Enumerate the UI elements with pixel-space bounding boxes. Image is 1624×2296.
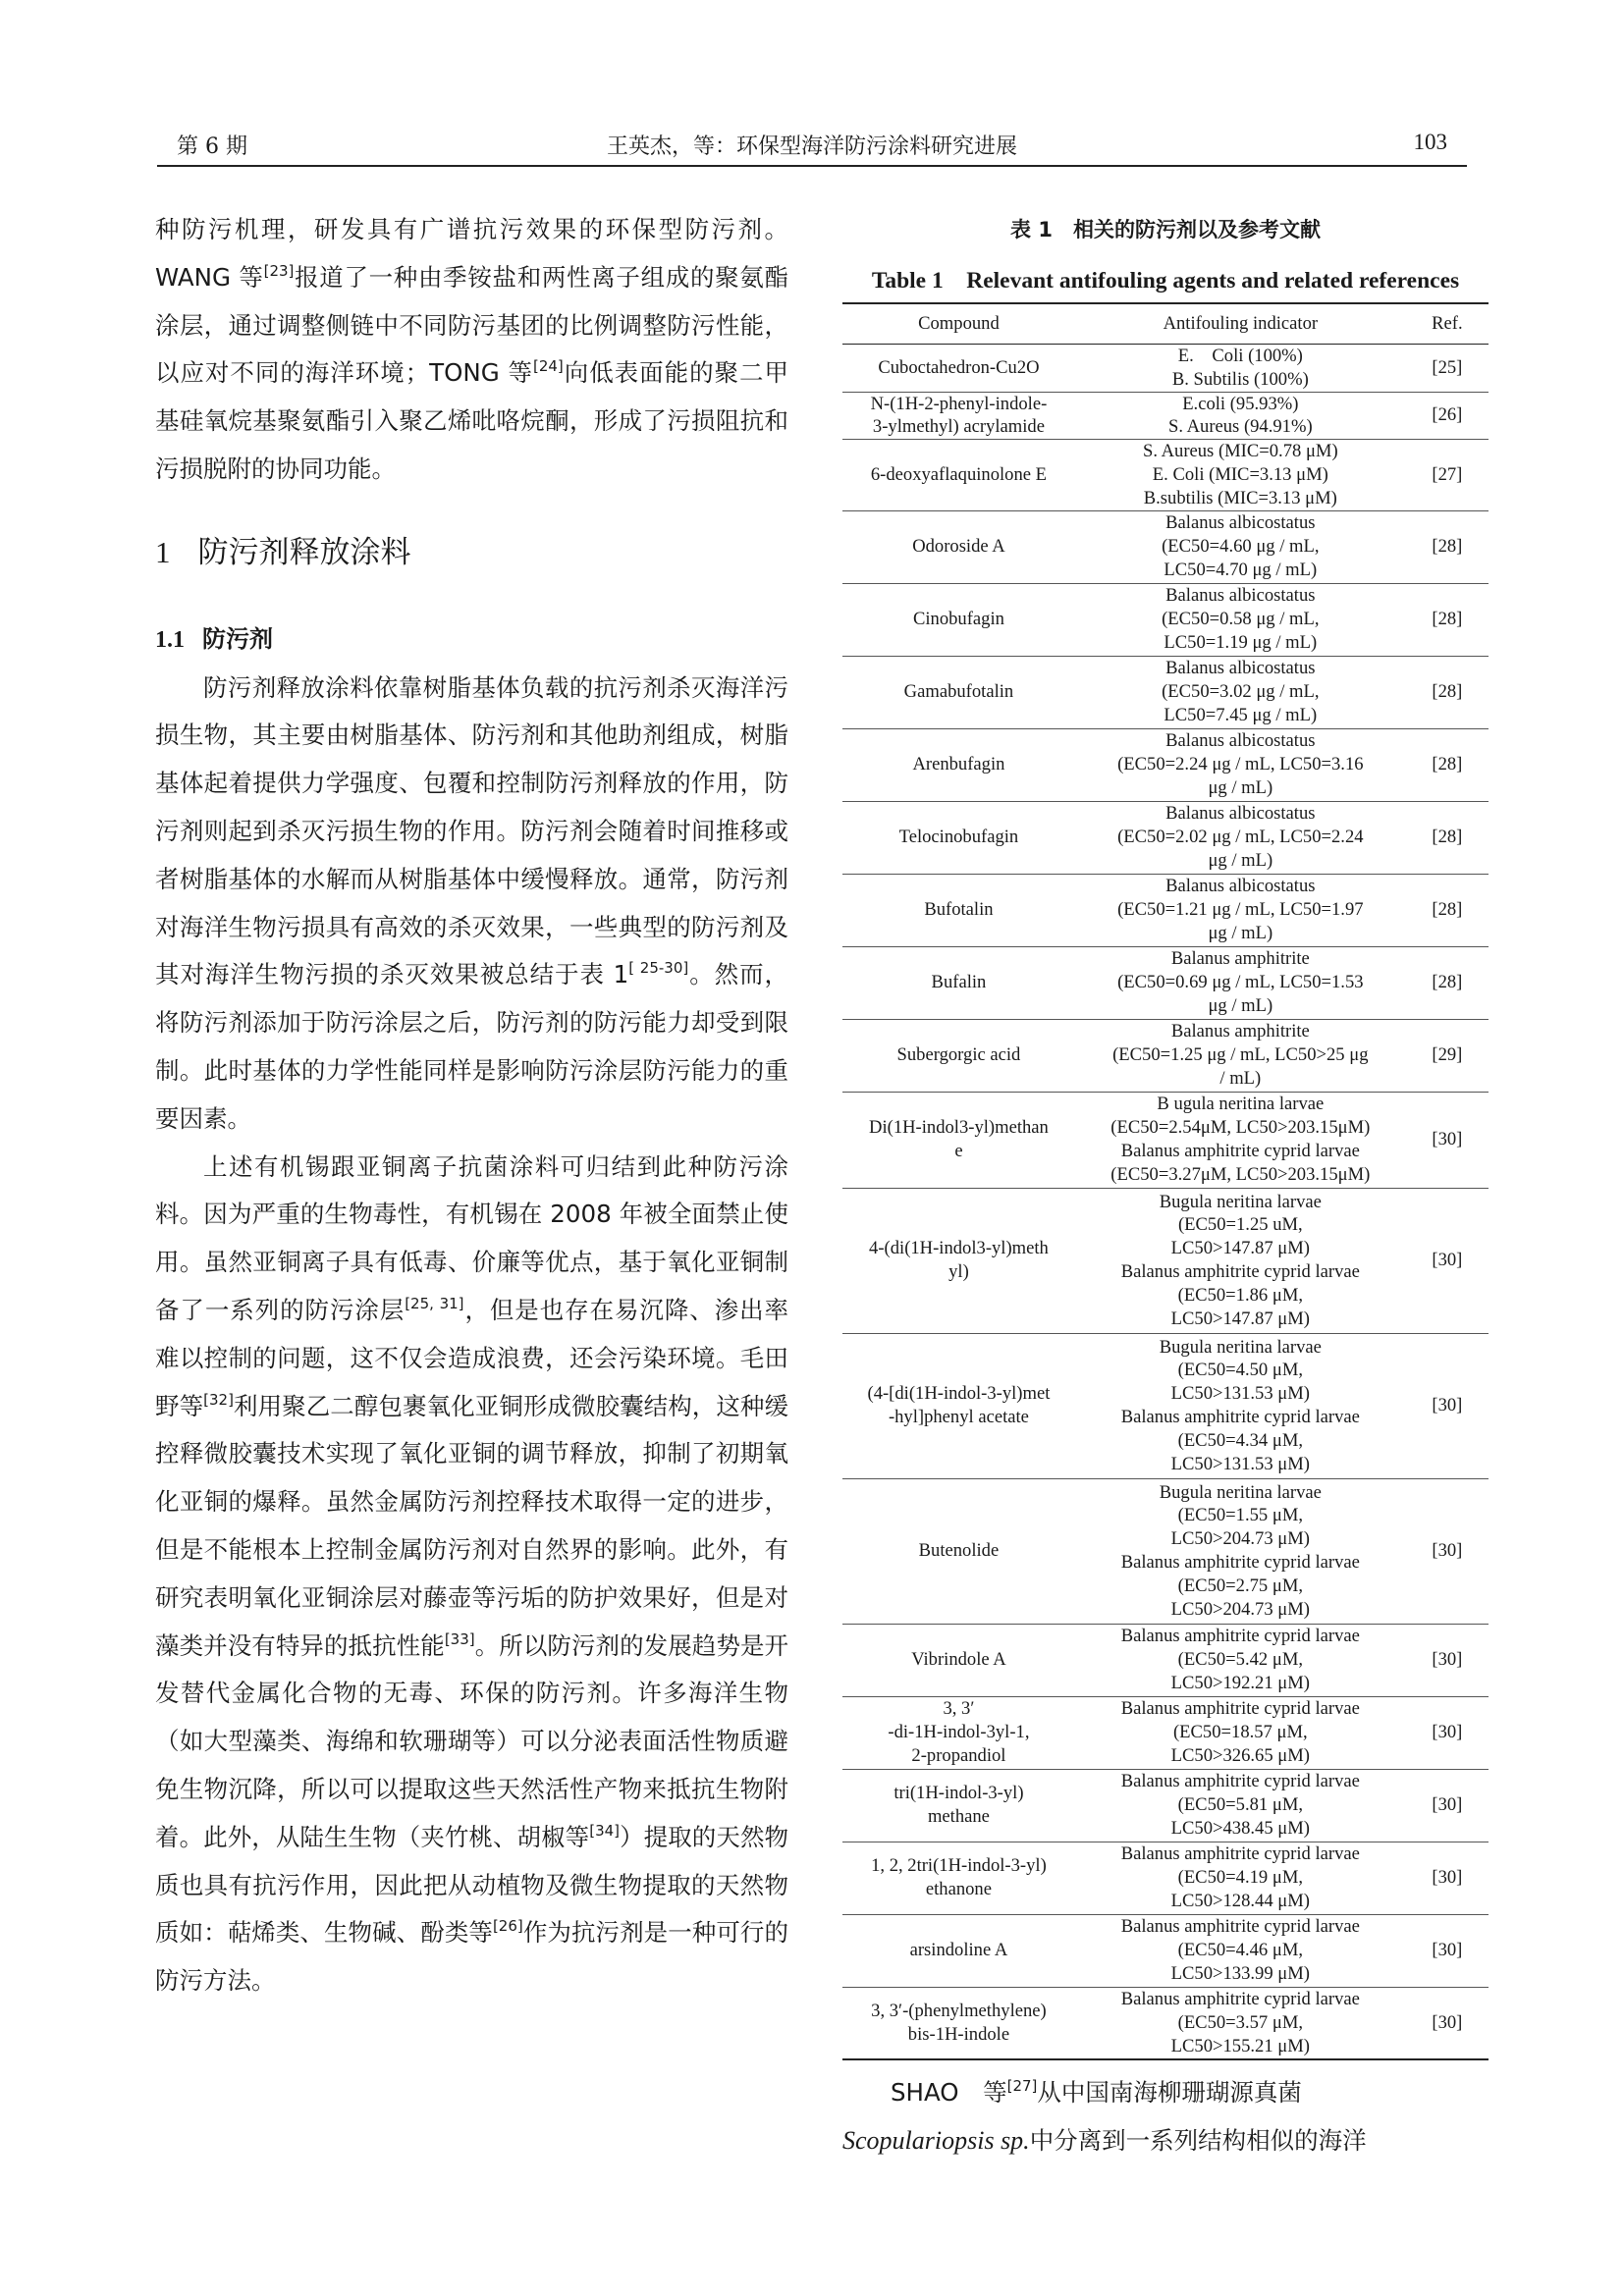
cell-indicator: E. Coli (100%) B. Subtilis (100%): [1075, 345, 1406, 393]
table-row: [842, 946, 1489, 1019]
cell-indicator: Balanus albicostatus (EC50=2.24 μg / mL, LC50=3.16 μg / mL): [1075, 728, 1406, 801]
table-row: [842, 440, 1489, 510]
column-header-ref: Ref.: [1406, 303, 1489, 345]
cell-ref: [30]: [1406, 1842, 1489, 1914]
cell-indicator: Balanus amphitrite cyprid larvae (EC50=18.57 μM, LC50>326.65 μM): [1075, 1696, 1406, 1769]
cell-indicator: Bugula neritina larvae (EC50=4.50 μM, LC50>131.53 μM) Balanus amphitrite cyprid larvae (EC50=4.34 μM, LC50>131.53 μM): [1075, 1333, 1406, 1478]
table-row: [842, 1333, 1489, 1478]
cell-compound: 4-(di(1H-indol3-yl)meth yl): [842, 1188, 1075, 1333]
table-row: [842, 728, 1489, 801]
cell-compound: 3, 3′-(phenylmethylene) bis-1H-indole: [842, 1987, 1075, 2059]
cell-ref: [28]: [1406, 656, 1489, 728]
column-header-indicator: Antifouling indicator: [1075, 303, 1406, 345]
cell-indicator: Balanus amphitrite (EC50=0.69 μg / mL, LC50=1.53 μg / mL): [1075, 946, 1406, 1019]
cell-indicator: Balanus albicostatus (EC50=0.58 μg / mL, LC50=1.19 μg / mL): [1075, 583, 1406, 656]
cell-ref: [30]: [1406, 1914, 1489, 1987]
cell-compound: Di(1H-indol3-yl)methan e: [842, 1092, 1075, 1188]
cell-compound: Arenbufagin: [842, 728, 1075, 801]
table-row: [842, 1019, 1489, 1092]
citation: [27]: [1006, 2077, 1038, 2095]
table-row: [842, 1769, 1489, 1842]
table-caption-en: Table 1 Relevant antifouling agents and related references: [871, 268, 1460, 294]
cell-ref: [30]: [1406, 1333, 1489, 1478]
cell-ref: [25]: [1406, 345, 1489, 393]
table-row: [842, 801, 1489, 874]
antifouling-agents-table: [842, 302, 1489, 2060]
cell-indicator: Bugula neritina larvae (EC50=1.55 μM, LC50>204.73 μM) Balanus amphitrite cyprid larvae (EC50=2.75 μM, LC50>204.73 μM): [1075, 1478, 1406, 1624]
cell-indicator: E.coli (95.93%) S. Aureus (94.91%): [1075, 392, 1406, 440]
paragraph-antifouling-agents: 防污剂释放涂料依靠树脂基体负载的抗污剂杀灭海洋污损生物，其主要由树脂基体、防污剂和其他助剂组成，树脂基体起着提供力学强度、包覆和控制防污剂释放的作用，防污剂则起到杀灭污损生物的作用。防污剂会随着时间推移或者树脂基体的水解而从树脂基体中缓慢释放。通常，防污剂对海洋生物污损具有高效的杀灭效果，一些典型的防污剂及其对海洋生物污损的杀灭效果被总结于表 1[ 25-30]。然而，将防污剂添加于防污涂层之后，防污剂的防污能力却受到限制。此时基体的力学性能同样是影响防污涂层防污能力的重要因素。: [155, 672, 789, 1133]
table-row: [842, 1478, 1489, 1624]
running-title: 王英杰，等：环保型海洋防污涂料研究进展: [606, 134, 1017, 159]
cell-ref: [30]: [1406, 1769, 1489, 1842]
running-header: [157, 126, 1467, 167]
cell-ref: [30]: [1406, 1987, 1489, 2059]
column-header-compound: Compound: [842, 303, 1075, 345]
table-row: [842, 1987, 1489, 2059]
cell-indicator: Balanus albicostatus (EC50=2.02 μg / mL, LC50=2.24 μg / mL): [1075, 801, 1406, 874]
cell-ref: [28]: [1406, 946, 1489, 1019]
cell-indicator: Balanus amphitrite cyprid larvae (EC50=3.57 μM, LC50>155.21 μM): [1075, 1987, 1406, 2059]
citation: [24]: [532, 357, 564, 376]
table-row: [842, 656, 1489, 728]
cell-indicator: Balanus amphitrite (EC50=1.25 μg / mL, LC50>25 μg / mL): [1075, 1019, 1406, 1092]
cell-indicator: Balanus albicostatus (EC50=4.60 μg / mL, LC50=4.70 μg / mL): [1075, 510, 1406, 583]
citation: [ 25-30]: [628, 959, 689, 978]
cell-compound: Odoroside A: [842, 510, 1075, 583]
paragraph-organotin: 上述有机锡跟亚铜离子抗菌涂料可归结到此种防污涂料。因为严重的生物毒性，有机锡在 2008 年被全面禁止使用。虽然亚铜离子具有低毒、价廉等优点，基于氧化亚铜制备了一系列的防污涂层[25, 31]，但是也存在易沉降、渗出率难以控制的问题，这不仅会造成浪费，还会污染环境。毛田野等[32]利用聚乙二醇包裹氧化亚铜形成微胶囊结构，这种缓控释微胶囊技术实现了氧化亚铜的调节释放，抑制了初期氧化亚铜的爆释。虽然金属防污剂控释技术取得一定的进步，但是不能根本上控制金属防污剂对自然界的影响。此外，有研究表明氧化亚铜涂层对藤壶等污垢的防护效果好，但是对藻类并没有特异的抵抗性能[33]。所以防污剂的发展趋势是开发替代金属化合物的无毒、环保的防污剂。许多海洋生物（如大型藻类、海绵和软珊瑚等）可以分泌表面活性物质避免生物沉降，所以可以提取这些天然活性产物来抵抗生物附着。此外，从陆生生物（夹竹桃、胡椒等[34]）提取的天然物质也具有抗污作用，因此把从动植物及微生物提取的天然物质如：萜烯类、生物碱、酚类等[26]作为抗污剂是一种可行的防污方法。: [155, 1151, 789, 1996]
cell-ref: [28]: [1406, 583, 1489, 656]
cell-compound: Bufotalin: [842, 874, 1075, 946]
cell-compound: Vibrindole A: [842, 1624, 1075, 1696]
cell-ref: [28]: [1406, 728, 1489, 801]
cell-compound: Telocinobufagin: [842, 801, 1075, 874]
page-number: 103: [1413, 130, 1447, 154]
cell-compound: Cuboctahedron-Cu2O: [842, 345, 1075, 393]
citation: [23]: [263, 261, 295, 280]
cell-indicator: B ugula neritina larvae (EC50=2.54μM, LC50>203.15μM) Balanus amphitrite cyprid larvae (EC50=3.27μM, LC50>203.15μM): [1075, 1092, 1406, 1188]
cell-compound: 6-deoxyaflaquinolone E: [842, 440, 1075, 510]
cell-indicator: Bugula neritina larvae (EC50=1.25 uM, LC50>147.87 μM) Balanus amphitrite cyprid larvae (EC50=1.86 μM, LC50>147.87 μM): [1075, 1188, 1406, 1333]
cell-indicator: Balanus amphitrite cyprid larvae (EC50=5.42 μM, LC50>192.21 μM): [1075, 1624, 1406, 1696]
table-row: [842, 392, 1489, 440]
table-row: [842, 1188, 1489, 1333]
cell-ref: [26]: [1406, 392, 1489, 440]
cell-compound: Cinobufagin: [842, 583, 1075, 656]
cell-ref: [30]: [1406, 1188, 1489, 1333]
cell-indicator: S. Aureus (MIC=0.78 μM) E. Coli (MIC=3.13 μM) B.subtilis (MIC=3.13 μM): [1075, 440, 1406, 510]
table-row: [842, 583, 1489, 656]
citation: [32]: [203, 1390, 234, 1409]
subsection-heading-1-1: 1.1 防污剂: [155, 624, 273, 653]
citation: [34]: [589, 1821, 621, 1840]
right-column: [842, 206, 1489, 2056]
cell-indicator: Balanus amphitrite cyprid larvae (EC50=4.19 μM, LC50>128.44 μM): [1075, 1842, 1406, 1914]
cell-ref: [30]: [1406, 1624, 1489, 1696]
section-heading-1: 1 防污剂释放涂料: [155, 534, 411, 570]
table-row: [842, 1914, 1489, 1987]
table-header-row: [842, 303, 1489, 345]
citation: [33]: [444, 1629, 475, 1648]
species-name: Scopulariopsis sp.: [842, 2125, 1030, 2155]
table-caption-cn: 表 1 相关的防污剂以及参考文献: [1010, 218, 1321, 241]
cell-indicator: Balanus amphitrite cyprid larvae (EC50=4.46 μM, LC50>133.99 μM): [1075, 1914, 1406, 1987]
citation: [25, 31]: [405, 1294, 464, 1312]
cell-compound: Bufalin: [842, 946, 1075, 1019]
cell-ref: [27]: [1406, 440, 1489, 510]
citation: [26]: [492, 1917, 523, 1936]
table-row: [842, 874, 1489, 946]
table-row: [842, 1624, 1489, 1696]
cell-compound: N-(1H-2-phenyl-indole- 3-ylmethyl) acrylamide: [842, 392, 1075, 440]
cell-ref: [30]: [1406, 1478, 1489, 1624]
cell-indicator: Balanus albicostatus (EC50=3.02 μg / mL, LC50=7.45 μg / mL): [1075, 656, 1406, 728]
cell-compound: Butenolide: [842, 1478, 1075, 1624]
cell-compound: 1, 2, 2tri(1H-indol-3-yl) ethanone: [842, 1842, 1075, 1914]
cell-compound: Subergorgic acid: [842, 1019, 1075, 1092]
cell-ref: [29]: [1406, 1019, 1489, 1092]
issue-label: 第 6 期: [177, 134, 247, 159]
cell-compound: 3, 3′ -di-1H-indol-3yl-1, 2-propandiol: [842, 1696, 1075, 1769]
cell-ref: [28]: [1406, 801, 1489, 874]
cell-ref: [28]: [1406, 510, 1489, 583]
table-row: [842, 1696, 1489, 1769]
cell-ref: [30]: [1406, 1696, 1489, 1769]
table-row: [842, 1092, 1489, 1188]
paragraph-shao: SHAO 等[27]从中国南海柳珊瑚源真菌 Scopulariopsis sp.中分离到一系列结构相似的海洋: [842, 2077, 1367, 2155]
cell-compound: arsindoline A: [842, 1914, 1075, 1987]
cell-compound: tri(1H-indol-3-yl) methane: [842, 1769, 1075, 1842]
table-row: [842, 345, 1489, 393]
cell-compound: Gamabufotalin: [842, 656, 1075, 728]
table-row: [842, 510, 1489, 583]
table-row: [842, 1842, 1489, 1914]
cell-ref: [30]: [1406, 1092, 1489, 1188]
cell-indicator: Balanus albicostatus (EC50=1.21 μg / mL, LC50=1.97 μg / mL): [1075, 874, 1406, 946]
cell-compound: (4-[di(1H-indol-3-yl)met -hyl]phenyl acetate: [842, 1333, 1075, 1478]
left-column: [155, 206, 788, 2005]
paragraph-intro-continued: 种防污机理，研发具有广谱抗污效果的环保型防污剂。WANG 等[23]报道了一种由季铵盐和两性离子组成的聚氨酯涂层，通过调整侧链中不同防污基团的比例调整防污性能，以应对不同的海洋环境；TONG 等[24]向低表面能的聚二甲基硅氧烷基聚氨酯引入聚乙烯吡咯烷酮，形成了污损阻抗和污损脱附的协同功能。: [155, 215, 788, 483]
cell-ref: [28]: [1406, 874, 1489, 946]
cell-indicator: Balanus amphitrite cyprid larvae (EC50=5.81 μM, LC50>438.45 μM): [1075, 1769, 1406, 1842]
